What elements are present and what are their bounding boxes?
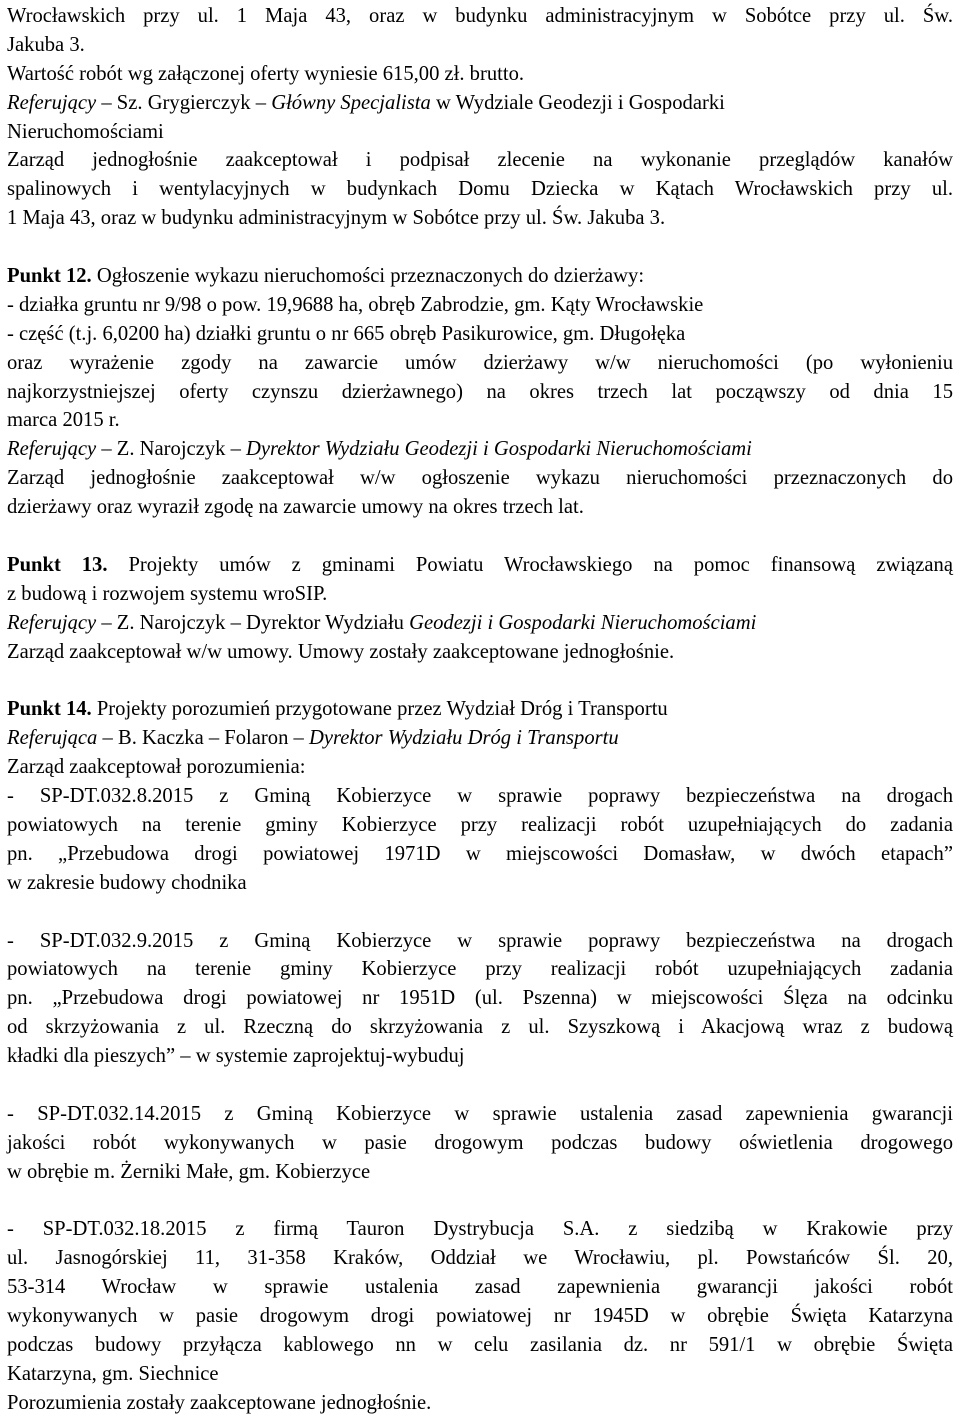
text-line: Porozumienia zostały zaakceptowane jednogłośnie. <box>7 1391 432 1414</box>
text-line: podczas budowy przyłącza kablowego nn w celu zasilania dz. nr 591/1 w obrębie Święta <box>7 1333 953 1356</box>
text-line: Zarząd zaakceptował porozumienia: <box>7 756 306 779</box>
text-line: 53-314 Wrocław w sprawie ustalenia zasad zapewnienia gwarancji jakości robót <box>7 1276 953 1299</box>
text-line: - część (t.j. 6,0200 ha) działki gruntu o nr 665 obręb Pasikurowice, gm. Długołęka <box>7 322 686 345</box>
referent-name: – Z. Narojczyk – Dyrektor Wydziału <box>96 611 410 634</box>
text-line: Wrocławskich przy ul. 1 Maja 43, oraz w budynku administracyjnym w Sobótce przy ul. Św. <box>7 5 953 27</box>
referent-title: Geodezji i Gospodarki Nieruchomościami <box>409 611 757 634</box>
text-line: powiatowych na terenie gminy Kobierzyce przy realizacji robót uzupełniających zadania <box>7 958 953 981</box>
referent-name: – Z. Narojczyk – <box>96 438 247 461</box>
text-line: Nieruchomościami <box>7 120 164 143</box>
referent-name: – B. Kaczka – Folaron – <box>97 727 309 750</box>
paragraph-gap <box>7 233 953 262</box>
referent-line <box>7 609 953 638</box>
text-line: z budową i rozwojem systemu wroSIP. <box>7 582 328 605</box>
item-number: Punkt 14. <box>7 698 92 721</box>
text-line: marca 2015 r. <box>7 409 120 432</box>
item-title: Projekty umów z gminami Powiatu Wrocławskiego na pomoc finansową związaną <box>107 553 953 576</box>
text-line: od skrzyżowania z ul. Rzeczną do skrzyżowania z ul. Szyszkową i Akacjową wraz z budową <box>7 1016 953 1039</box>
text-line: 1 Maja 43, oraz w budynku administracyjnym w Sobótce przy ul. Św. Jakuba 3. <box>7 207 666 230</box>
item-title: Projekty porozumień przygotowane przez Wydział Dróg i Transportu <box>91 698 668 721</box>
text-line: Zarząd jednogłośnie zaakceptował w/w ogłoszenie wykazu nieruchomości przeznaczonych do <box>7 467 953 490</box>
item-heading <box>7 695 953 724</box>
text-line: - działka gruntu nr 9/98 o pow. 19,9688 ha, obręb Zabrodzie, gm. Kąty Wrocławskie <box>7 293 704 316</box>
referent-department: w Wydziale Geodezji i Gospodarki <box>430 91 725 114</box>
referent-line <box>7 724 953 753</box>
paragraph-gap <box>7 898 953 927</box>
text-line: oraz wyrażenie zgody na zawarcie umów dzierżawy w/w nieruchomości (po wyłonieniu <box>7 351 953 374</box>
referent-line <box>7 435 953 464</box>
text-line: - SP-DT.032.18.2015 z firmą Tauron Dystrybucja S.A. z siedzibą w Krakowie przy <box>7 1218 953 1241</box>
text-line: najkorzystniejszej oferty czynszu dzierżawnego) na okres trzech lat począwszy od dnia 15 <box>7 380 953 403</box>
paragraph-gap <box>7 1071 953 1100</box>
referent-label: Referujący <box>7 611 97 634</box>
referent-name: – Sz. Grygierczyk – <box>96 91 272 114</box>
item-number: Punkt 13. <box>7 553 108 576</box>
text-line: jakości robót wykonywanych w pasie drogowym podczas budowy oświetlenia drogowego <box>7 1131 953 1154</box>
text-line: - SP-DT.032.9.2015 z Gminą Kobierzyce w sprawie poprawy bezpieczeństwa na drogach <box>7 929 953 952</box>
text-line: - SP-DT.032.8.2015 z Gminą Kobierzyce w sprawie poprawy bezpieczeństwa na drogach <box>7 785 953 808</box>
text-line: Katarzyna, gm. Siechnice <box>7 1362 219 1385</box>
text-line: powiatowych na terenie gminy Kobierzyce przy realizacji robót uzupełniających do zadania <box>7 813 953 836</box>
paragraph-gap <box>7 522 953 551</box>
text-line: Wartość robót wg załączonej oferty wyniesie 615,00 zł. brutto. <box>7 62 525 85</box>
text-line: w zakresie budowy chodnika <box>7 871 247 894</box>
paragraph-gap <box>7 666 953 695</box>
referent-line <box>7 89 953 118</box>
text-line: kładki dla pieszych” – w systemie zaprojektuj-wybuduj <box>7 1045 465 1068</box>
item-heading <box>7 262 953 291</box>
text-line: wykonywanych w pasie drogowym drogi powiatowej nr 1945D w obrębie Święta Katarzyna <box>7 1305 953 1328</box>
referent-label: Referujący <box>7 91 97 114</box>
text-line: Zarząd jednogłośnie zaakceptował i podpisał zlecenie na wykonanie przeglądów kanałów <box>7 149 953 172</box>
paragraph-gap <box>7 1187 953 1216</box>
referent-title: Dyrektor Wydziału Geodezji i Gospodarki Nieruchomościami <box>246 438 752 461</box>
text-line: pn. „Przebudowa drogi powiatowej nr 1951D (ul. Pszenna) w miejscowości Ślęza na odcinku <box>7 987 953 1010</box>
text-line: ul. Jasnogórskiej 11, 31-358 Kraków, Oddział we Wrocławiu, pl. Powstańców Śl. 20, <box>7 1247 953 1270</box>
referent-title: Główny Specjalista <box>271 91 431 114</box>
referent-label: Referujący <box>7 438 97 461</box>
text-line: Jakuba 3. <box>7 33 85 56</box>
text-line: - SP-DT.032.14.2015 z Gminą Kobierzyce w sprawie ustalenia zasad zapewnienia gwarancji <box>7 1102 953 1125</box>
referent-label: Referująca <box>7 727 98 750</box>
referent-title: Dyrektor Wydziału Dróg i Transportu <box>308 727 619 750</box>
item-heading <box>7 551 953 580</box>
text-line: Zarząd zaakceptował w/w umowy. Umowy zostały zaakceptowane jednogłośnie. <box>7 640 675 663</box>
text-line: dzierżawy oraz wyraził zgodę na zawarcie umowy na okres trzech lat. <box>7 496 584 519</box>
text-line: pn. „Przebudowa drogi powiatowej 1971D w miejscowości Domasław, w dwóch etapach” <box>7 842 953 865</box>
item-title: Ogłoszenie wykazu nieruchomości przeznaczonych do dzierżawy: <box>91 265 645 288</box>
text-line: spalinowych i wentylacyjnych w budynkach Domu Dziecka w Kątach Wrocławskich przy ul. <box>7 178 953 201</box>
text-line: w obrębie m. Żerniki Małe, gm. Kobierzyce <box>7 1160 371 1183</box>
item-number: Punkt 12. <box>7 265 92 288</box>
